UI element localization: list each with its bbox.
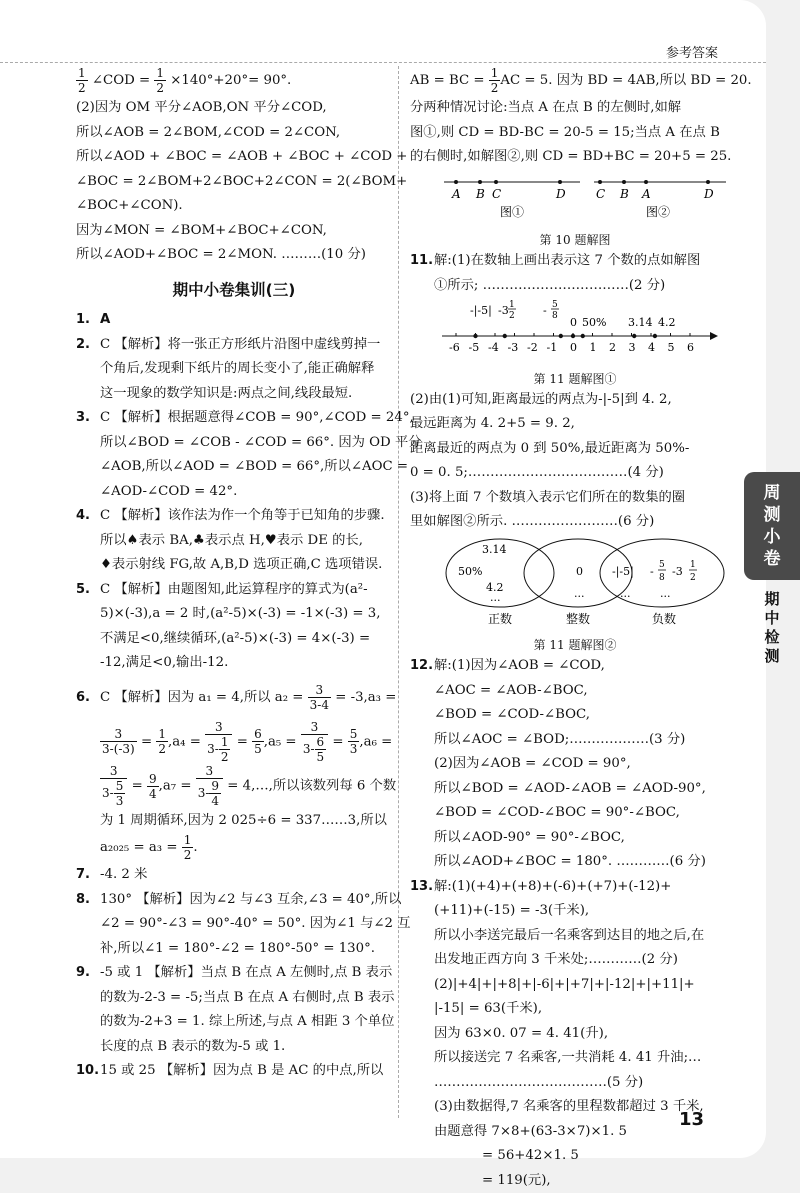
fraction: $\frac{3}{3-(-3)}$ — [100, 727, 137, 756]
question-5: 5. C 【解析】由题图知,此运算程序的算式为(a²- 5)×(-3),a = 2 时,(a²-5)×(-3) = -1×(-3) = 3, 不满足<0,继续循环,(a²-5)×(-3) = 4×(-3) = -12,满足<0,输出-12. — [76, 578, 392, 676]
number-point — [653, 334, 657, 338]
svg-text:3.14: 3.14 — [482, 543, 507, 556]
question-3: 3. C 【解析】根据题意得∠COB = 90°,∠COD = 24°, 所以∠BOD = ∠COB - ∠COD = 66°. 因为 OD 平分 ∠AOB,所以∠AOD = ∠BOD = 66°,所以∠AOC = ∠AOD-∠COD = 42°. — [76, 406, 392, 504]
fig10-point — [478, 180, 482, 184]
fig10-cap1: 图① — [500, 205, 524, 219]
question-7: 7. -4. 2 米 — [76, 863, 392, 888]
fraction: 3 3- $\frac{6}{5}$ — [301, 720, 328, 764]
q10-cont-4: 的右侧时,如解图②,则 CD = BD+BC = 20+5 = 25. — [410, 145, 740, 170]
axis-tick-label: 2 — [609, 341, 616, 354]
svg-text:5: 5 — [659, 560, 665, 570]
fig11-caption2: 第 11 题解图② — [410, 636, 740, 654]
question-12: 12.解:(1)因为∠AOB = ∠COD, ∠AOC = ∠AOB-∠BOC, ∠BOD = ∠COD-∠BOC, 所以∠AOC = ∠BOD;………………(3 分) (2)因为∠AOB = ∠COD = 90°, 所以∠BOD = ∠AOD-∠AOB = ∠AOD-90°, ∠BOD = ∠COD-∠BOC = 90°-∠BOC, 所以∠AOD-90° = 90°-∠BOC, 所以∠AOD+∠BOC = 180°. …………(6 分) — [410, 654, 740, 875]
number-point — [473, 334, 477, 338]
question-10: 10.15 或 25 【解析】因为点 B 是 AC 的中点,所以 — [76, 1059, 392, 1084]
header-rule — [0, 62, 766, 63]
fig10-point — [494, 180, 498, 184]
fraction: $\frac{9}{4}$ — [147, 772, 159, 801]
left-column — [76, 66, 392, 1084]
fig10-caption: 第 10 题解图 — [410, 231, 740, 249]
column-divider — [398, 66, 399, 1118]
label-42: 4.2 — [658, 316, 676, 329]
svg-text:0: 0 — [576, 565, 583, 578]
axis-tick-label: 1 — [590, 341, 597, 354]
fraction: $\frac{6}{5}$ — [252, 727, 264, 756]
fig10-cap2: 图② — [646, 205, 670, 219]
side-tab-midterm[interactable]: 期 中 检 测 — [750, 590, 794, 666]
axis-tick-label: -3 — [508, 341, 519, 354]
svg-text:2: 2 — [690, 573, 696, 583]
svg-text:2: 2 — [509, 311, 515, 321]
fig10-point — [622, 180, 626, 184]
label-neg58: - — [543, 304, 547, 317]
svg-text:-: - — [650, 565, 654, 578]
cont-line-1: $\frac{1}{2}$ ∠COD = $\frac{1}{2}$ ×140°+20°= 90°. — [76, 66, 392, 96]
fig10-point — [598, 180, 602, 184]
fig11-caption1: 第 11 题解图① — [410, 370, 740, 388]
fraction: $\frac{5}{3}$ — [348, 727, 360, 756]
svg-text:整数: 整数 — [566, 611, 590, 626]
cont-line-5: ∠BOC = 2∠BOM+2∠BOC+2∠CON = 2(∠BOM+ — [76, 170, 392, 195]
cont-line-2: (2)因为 OM 平分∠AOB,ON 平分∠COD, — [76, 96, 392, 121]
fraction: $\frac{1}{2}$ — [489, 66, 501, 95]
header-title: 参考答案 — [666, 42, 718, 61]
fraction: $\frac{1}{2}$ — [156, 727, 168, 756]
axis-tick-label: 5 — [668, 341, 675, 354]
axis-tick-label: -1 — [547, 341, 558, 354]
svg-text:1: 1 — [509, 300, 515, 310]
number-point — [632, 334, 636, 338]
fig10-label: B — [475, 187, 485, 201]
fig10-label: A — [641, 187, 651, 201]
fig10-label: D — [555, 187, 566, 201]
number-point — [503, 334, 507, 338]
label-zero: 0 — [570, 316, 577, 329]
question-9: 9. -5 或 1 【解析】当点 B 在点 A 左侧时,点 B 表示 的数为-2-3 = -5;当点 B 在点 A 右侧时,点 B 表示 的数为-2+3 = 1. 综上所述,与点 A 相距 3 个单位 长度的点 B 表示的数为-5 或 1. — [76, 961, 392, 1059]
q10-cont-1: AB = BC = $\frac{1}{2}$ AC = 5. 因为 BD = 4AB,所以 BD = 20. — [410, 66, 740, 96]
page-number: 13 — [679, 1109, 704, 1130]
axis-tick-label: 6 — [687, 341, 694, 354]
fig10-point — [644, 180, 648, 184]
q10-cont-2: 分两种情况讨论:当点 A 在点 B 的左侧时,如解 — [410, 96, 740, 121]
question-1: 1. A — [76, 308, 392, 333]
svg-text:1: 1 — [690, 560, 696, 570]
fraction: $\frac{3}{3-4}$ — [308, 683, 331, 712]
svg-text:...: ... — [620, 587, 631, 600]
axis-tick-label: -5 — [469, 341, 480, 354]
fig10-point — [454, 180, 458, 184]
number-line — [410, 298, 740, 360]
question-4: 4. C 【解析】该作法为作一个角等于已知角的步骤. 所以♠表示 BA,♣表示点 H,♥表示 DE 的长, ♦表示射线 FG,故 A,B,D 选项正确,C 选项错误. — [76, 504, 392, 578]
svg-text:正数: 正数 — [488, 611, 512, 626]
fig10-point — [558, 180, 562, 184]
number-point — [571, 334, 575, 338]
cont-line-7: 因为∠MON = ∠BOM+∠BOC+∠CON, — [76, 219, 392, 244]
axis-tick-label: -4 — [488, 341, 499, 354]
right-column: AB = BC = $\frac{1}{2}$ AC = 5. 因为 BD = 4AB,所以 BD = 20. 分两种情况讨论:当点 A 在点 B 的左侧时,如解 图①,则 CD = BD-BC = 20-5 = 15;当点 A 在点 B 的右侧时,如解图②,则 CD = BD+BC = 20+5 = 25. A B C D C B A D 图① 图② 第 10 题解图 11.解:(1)在数轴上画出表示这 7 个数的点如解图 ①所示; ……………………………(2 分) -6 -5 -4 -3 -2 -1 0 1 2 3 4 5 6 -|-5| -3 1 2 - 5 8 0 50% 3.14 4.2 第 11 题解图① (2)由(1)可知,距离最远的两点为-|-5|到 4. 2, 最远距离为 4. 2+5 = 9. 2, 距离最近的两点为 0 到 50%,最近距离为 50%- 0 = 0. 5;………………………………(4 分) (3)将上面 7 个数填入表示它们所在的数集的圈 里如解图②所示. ……………………(6 分) 3.14 50% 4.2 ... 0 ... -|-5| ... - 5 8 -3 1 2 ... 正数 整数 负数 第 11 题解图② 12.解:(1)因为∠AOB = ∠COD, ∠AOC = ∠AOB-∠BOC, ∠BOD = ∠COD-∠BOC, 所以∠AOC = ∠BOD;………………(3 分) (2)因为∠AOB = ∠COD = 90°, 所以∠BOD = ∠AOD-∠AOB = ∠AOD-90°, ∠BOD = ∠COD-∠BOC = 90°-∠BOC, 所以∠AOD-90° = 90°-∠BOC, 所以∠AOD+∠BOC = 180°. …………(6 分) 13.解:(1)(+4)+(+8)+(-6)+(+7)+(-12)+ (+11)+(-15) = -3(千米), 所以小李送完最后一名乘客到达目的地之后,在 出发地正西方向 3 千米处;…………(2 分) (2)|+4|+|+8|+|-6|+|+7|+|-12|+|+11|+ |-15| = 63(千米), 因为 63×0. 07 = 4. 41(升), 所以接送完 7 名乘客,一共消耗 4. 41 升油;… …………………………………(5 分) (3)由数据得,7 名乘客的里程数都超过 3 千米, 由题意得 7×8+(63-3×7)×1. 5 = 56+42×1. 5 = 119(元), — [410, 66, 740, 1193]
number-point — [581, 334, 585, 338]
svg-text:50%: 50% — [458, 565, 482, 578]
svg-text:8: 8 — [552, 311, 558, 321]
axis-tick-label: 0 — [570, 341, 577, 354]
fig10-label: C — [596, 187, 605, 201]
svg-text:5: 5 — [552, 300, 558, 310]
svg-text:负数: 负数 — [652, 611, 676, 626]
axis-tick-label: -2 — [527, 341, 538, 354]
question-6: 6. C 【解析】因为 a₁ = 4,所以 a₂ = $\frac{3}{3-4}$ = -3,a₃ = $\frac{3}{3-(-3)}$ = $\frac{1}{2}$ ,a₄ = 3 3- $\frac{1}{2}$ = $\frac{6}{5}$ ,a₅ = 3 3- $\frac{6}{5}$ = $\frac{5}{3}$ ,a₆ = 3 3- $\frac{5}{3}$ = $\frac{9}{4}$ ,a₇ = 3 3- $\frac{9}{4}$ = 4,…,所以该数列每 6 个数 为 1 周期循环,因为 2 025÷6 = 337……3,所以 a₂₀₂₅ = a₃ = $\frac{1}{2}$ . — [76, 676, 392, 864]
number-point — [559, 334, 563, 338]
axis-tick-label: 3 — [629, 341, 636, 354]
fraction: $\frac{1}{2}$ — [182, 833, 194, 862]
venn-diagram — [410, 535, 740, 627]
side-tab-weekly[interactable]: 周 测 小 卷 — [744, 472, 800, 580]
label-abs5: -|-5| — [470, 304, 492, 318]
cont-line-8: 所以∠AOD+∠BOC = 2∠MON. ………(10 分) — [76, 243, 392, 268]
question-2: 2. C 【解析】将一张正方形纸片沿图中虚线剪掉一 个角后,发现剩下纸片的周长变小了,能正确解释 这一现象的数学知识是:两点之间,线段最短. — [76, 333, 392, 407]
fraction: 3 3- $\frac{9}{4}$ — [196, 764, 223, 808]
question-11: 11.解:(1)在数轴上画出表示这 7 个数的点如解图 ①所示; ……………………………(2 分) — [410, 249, 740, 298]
fig10-label: C — [492, 187, 501, 201]
svg-text:4.2: 4.2 — [486, 581, 504, 594]
question-13: 13.解:(1)(+4)+(+8)+(-6)+(+7)+(-12)+ (+11)+(-15) = -3(千米), 所以小李送完最后一名乘客到达目的地之后,在 出发地正西方向 3 千米处;…………(2 分) (2)|+4|+|+8|+|-6|+|+7|+|-12|+|+11|+ |-15| = 63(千米), 因为 63×0. 07 = 4. 41(升), 所以接送完 7 名乘客,一共消耗 4. 41 升油;… …………………………………(5 分) (3)由数据得,7 名乘客的里程数都超过 3 千米, 由题意得 7×8+(63-3×7)×1. 5 = 56+42×1. 5 = 119(元), — [410, 875, 740, 1193]
fraction: 3 3- $\frac{1}{2}$ — [205, 720, 232, 764]
label-50pct: 50% — [582, 316, 606, 329]
figure-10 — [410, 170, 740, 222]
section-title: 期中小卷集训(三) — [76, 278, 392, 303]
cont-line-6: ∠BOC+∠CON). — [76, 194, 392, 219]
fraction: $\frac{1}{2}$ — [154, 66, 166, 95]
q10-cont-3: 图①,则 CD = BD-BC = 20-5 = 15;当点 A 在点 B — [410, 121, 740, 146]
fig10-label: A — [451, 187, 461, 201]
svg-text:8: 8 — [659, 573, 665, 583]
label-neg3half: -3 — [498, 304, 509, 317]
fig10-label: D — [703, 187, 714, 201]
fig10-point — [706, 180, 710, 184]
fig10-label: B — [619, 187, 629, 201]
svg-text:...: ... — [660, 587, 671, 600]
svg-text:-|-5|: -|-5| — [612, 565, 634, 579]
fraction: $\frac{1}{2}$ — [76, 66, 88, 95]
fraction: 3 3- $\frac{5}{3}$ — [100, 764, 127, 808]
cont-line-4: 所以∠AOD + ∠BOC = ∠AOB + ∠BOC + ∠COD + — [76, 145, 392, 170]
svg-text:...: ... — [574, 587, 585, 600]
cont-line-3: 所以∠AOB = 2∠BOM,∠COD = 2∠CON, — [76, 121, 392, 146]
question-8: 8. 130° 【解析】因为∠2 与∠3 互余,∠3 = 40°,所以 ∠2 = 90°-∠3 = 90°-40° = 50°. 因为∠1 与∠2 互 补,所以∠1 = 180°-∠2 = 180°-50° = 130°. — [76, 888, 392, 962]
svg-text:...: ... — [490, 591, 501, 604]
axis-tick-label: 4 — [648, 341, 655, 354]
svg-text:-3: -3 — [672, 565, 683, 578]
axis-tick-label: -6 — [449, 341, 460, 354]
label-314: 3.14 — [628, 316, 653, 329]
